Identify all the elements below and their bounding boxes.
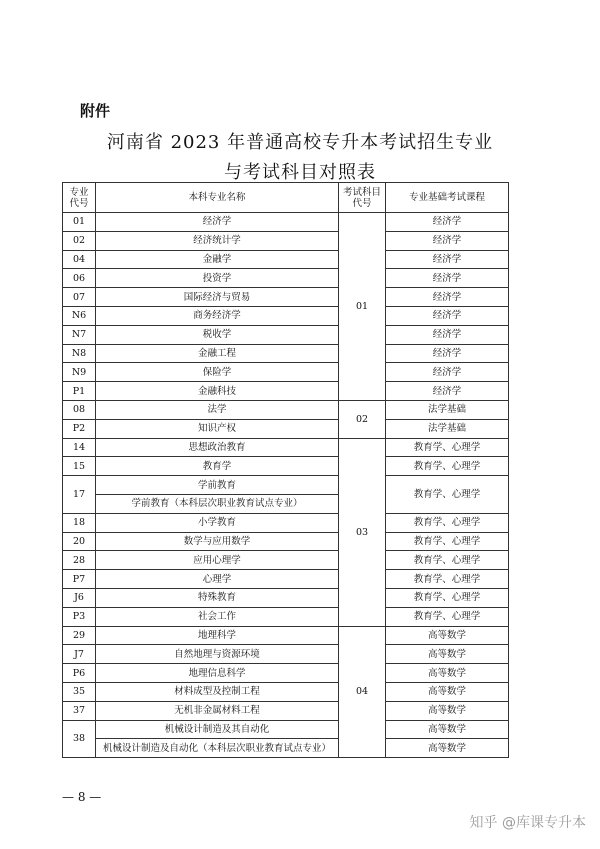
- course-cell: 教育学、心理学: [386, 588, 509, 607]
- subject-code-cell: 01: [339, 213, 386, 401]
- course-cell: 教育学、心理学: [386, 570, 509, 589]
- major-name-cell: 社会工作: [96, 607, 339, 626]
- major-name-cell: 金融科技: [96, 382, 339, 401]
- course-cell: 经济学: [386, 269, 509, 288]
- table-row: [63, 570, 509, 589]
- major-name-cell: 商务经济学: [96, 306, 339, 325]
- table-row: [63, 382, 509, 401]
- major-code-cell: 18: [63, 513, 96, 532]
- major-code-cell: 02: [63, 231, 96, 250]
- course-cell: 经济学: [386, 382, 509, 401]
- major-code-cell: 35: [63, 682, 96, 701]
- major-code-cell: N7: [63, 325, 96, 344]
- major-name-cell: 特殊教育: [96, 588, 339, 607]
- document-title-line-1: 河南省 2023 年普通高校专升本考试招生专业: [106, 132, 494, 153]
- course-cell: 高等数学: [386, 664, 509, 683]
- course-cell: 教育学、心理学: [386, 438, 509, 457]
- table-row: [63, 588, 509, 607]
- major-code-cell: 06: [63, 269, 96, 288]
- course-cell: 教育学、心理学: [386, 551, 509, 570]
- major-code-cell: N9: [63, 363, 96, 382]
- major-name-cell: 数学与应用数学: [96, 532, 339, 551]
- table-row: [63, 626, 509, 645]
- header-major-code: 专业 代号: [63, 183, 96, 213]
- major-code-cell: J7: [63, 645, 96, 664]
- course-cell: 高等数学: [386, 701, 509, 720]
- table-row: [63, 532, 509, 551]
- major-name-cell: 小学教育: [96, 513, 339, 532]
- table-row: [63, 607, 509, 626]
- major-code-cell: 14: [63, 438, 96, 457]
- course-cell: 经济学: [386, 213, 509, 232]
- course-cell: 高等数学: [386, 682, 509, 701]
- subject-code-cell: 02: [339, 400, 386, 438]
- table-row: [63, 513, 509, 532]
- table-body: [63, 213, 509, 758]
- table-row: [63, 400, 509, 419]
- major-name-cell: 思想政治教育: [96, 438, 339, 457]
- table-row: [63, 306, 509, 325]
- table-row: [63, 664, 509, 683]
- course-cell: 经济学: [386, 250, 509, 269]
- major-code-cell: N6: [63, 306, 96, 325]
- table-row: [63, 231, 509, 250]
- subject-code-cell: 03: [339, 438, 386, 626]
- major-name-cell: 无机非金属材料工程: [96, 701, 339, 720]
- table-row: [63, 438, 509, 457]
- major-code-cell: 37: [63, 701, 96, 720]
- major-code-cell: 15: [63, 457, 96, 476]
- major-name-cell: 心理学: [96, 570, 339, 589]
- major-name-cell: 税收学: [96, 325, 339, 344]
- major-name-cell: 机械设计制造及其自动化: [96, 720, 339, 739]
- major-name-cell: 投资学: [96, 269, 339, 288]
- course-cell: 教育学、心理学: [386, 457, 509, 476]
- major-name-cell: 教育学: [96, 457, 339, 476]
- course-cell: 教育学、心理学: [386, 476, 509, 514]
- course-cell: 教育学、心理学: [386, 513, 509, 532]
- course-cell: 经济学: [386, 325, 509, 344]
- document-title-line-2: 与考试科目对照表: [224, 162, 376, 183]
- table-row: [63, 419, 509, 438]
- major-code-cell: 20: [63, 532, 96, 551]
- table-row: [63, 645, 509, 664]
- course-cell: 法学基础: [386, 400, 509, 419]
- course-cell: 法学基础: [386, 419, 509, 438]
- major-code-cell: P7: [63, 570, 96, 589]
- major-name-cell: 学前教育（本科层次职业教育试点专业）: [96, 494, 339, 513]
- major-name-cell: 经济学: [96, 213, 339, 232]
- major-code-cell: 17: [63, 476, 96, 514]
- header-major-name: 本科专业名称: [96, 183, 339, 213]
- course-cell: 高等数学: [386, 645, 509, 664]
- table-row: [63, 476, 509, 495]
- table-row: [63, 269, 509, 288]
- major-name-cell: 材料成型及控制工程: [96, 682, 339, 701]
- table-row: [63, 288, 509, 307]
- major-code-cell: 28: [63, 551, 96, 570]
- table-row: [63, 457, 509, 476]
- course-cell: 经济学: [386, 231, 509, 250]
- table-header-row: [63, 183, 509, 213]
- major-code-cell: 07: [63, 288, 96, 307]
- table-row: [63, 551, 509, 570]
- table-row: [63, 682, 509, 701]
- table-row: [63, 739, 509, 758]
- major-name-cell: 国际经济与贸易: [96, 288, 339, 307]
- major-name-cell: 地理信息科学: [96, 664, 339, 683]
- major-code-cell: 38: [63, 720, 96, 758]
- header-course: 专业基础考试课程: [386, 183, 509, 213]
- major-name-cell: 知识产权: [96, 419, 339, 438]
- major-name-cell: 机械设计制造及自动化（本科层次职业教育试点专业）: [96, 739, 339, 758]
- table-row: [63, 720, 509, 739]
- watermark: 知乎 @库课专升本: [469, 815, 586, 831]
- major-name-cell: 保险学: [96, 363, 339, 382]
- course-cell: 经济学: [386, 306, 509, 325]
- table-row: [63, 325, 509, 344]
- table-row: [63, 701, 509, 720]
- course-cell: 经济学: [386, 288, 509, 307]
- table-row: [63, 213, 509, 232]
- major-name-cell: 自然地理与资源环境: [96, 645, 339, 664]
- major-subject-table: [62, 182, 509, 758]
- subject-code-cell: 04: [339, 626, 386, 758]
- table-row: [63, 344, 509, 363]
- major-code-cell: P6: [63, 664, 96, 683]
- table-row: [63, 250, 509, 269]
- header-subject-code: 考试科目 代号: [339, 183, 386, 213]
- course-cell: 经济学: [386, 363, 509, 382]
- major-name-cell: 金融工程: [96, 344, 339, 363]
- major-code-cell: 01: [63, 213, 96, 232]
- major-code-cell: P3: [63, 607, 96, 626]
- major-name-cell: 经济统计学: [96, 231, 339, 250]
- major-name-cell: 法学: [96, 400, 339, 419]
- course-cell: 高等数学: [386, 626, 509, 645]
- page-number: — 8 —: [62, 790, 102, 804]
- course-cell: 高等数学: [386, 739, 509, 758]
- attachment-label: 附件: [80, 102, 111, 120]
- major-name-cell: 地理科学: [96, 626, 339, 645]
- major-code-cell: N8: [63, 344, 96, 363]
- major-name-cell: 金融学: [96, 250, 339, 269]
- major-code-cell: P1: [63, 382, 96, 401]
- course-cell: 高等数学: [386, 720, 509, 739]
- course-cell: 经济学: [386, 344, 509, 363]
- course-cell: 教育学、心理学: [386, 607, 509, 626]
- major-name-cell: 学前教育: [96, 476, 339, 495]
- major-code-cell: 04: [63, 250, 96, 269]
- table-row: [63, 363, 509, 382]
- major-code-cell: 29: [63, 626, 96, 645]
- major-name-cell: 应用心理学: [96, 551, 339, 570]
- major-code-cell: J6: [63, 588, 96, 607]
- major-code-cell: P2: [63, 419, 96, 438]
- major-code-cell: 08: [63, 400, 96, 419]
- course-cell: 教育学、心理学: [386, 532, 509, 551]
